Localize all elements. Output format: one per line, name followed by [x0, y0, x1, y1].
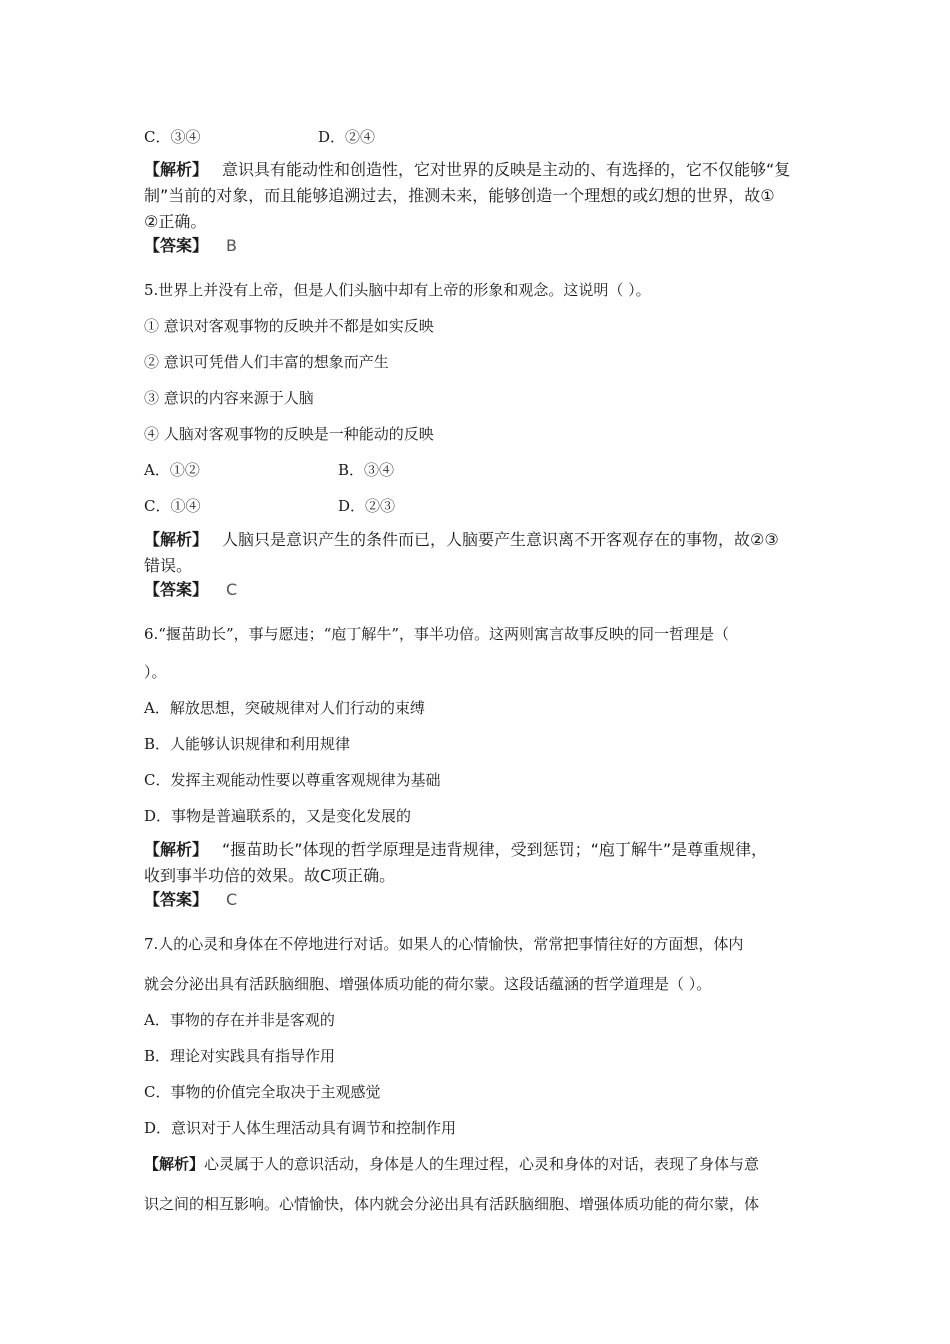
q5-analysis-line-1: 【解析】 人脑只是意识产生的条件而已，人脑要产生意识离不开客观存在的事物，故②③	[144, 530, 779, 549]
q6-option-d: D．事物是普遍联系的，又是变化发展的	[144, 807, 412, 825]
q6-stem-line-2: ）。	[144, 663, 167, 681]
q4-option-c: C．③④	[144, 128, 201, 146]
q5-option-d: D．②③	[338, 497, 396, 515]
q7-analysis-line-2: 识之间的相互影响。心情愉快，体内就会分泌出具有活跃脑细胞、增强体质功能的荷尔蒙，体	[144, 1195, 760, 1213]
answer-value: B	[226, 236, 237, 255]
q4-analysis-line-1: 【解析】 意识具有能动性和创造性，它对世界的反映是主动的、有选择的，它不仅能够“复	[144, 160, 791, 179]
q6-option-b: B．人能够认识规律和利用规律	[144, 735, 351, 753]
answer-tag: 【答案】	[144, 890, 209, 909]
q5-analysis-line-2: 错误。	[144, 556, 193, 575]
q7-option-a: A．事物的存在并非是客观的	[144, 1011, 335, 1029]
analysis-tag: 【解析】	[144, 840, 209, 859]
answer-value: C	[226, 890, 238, 909]
answer-value: C	[226, 580, 238, 599]
q5-option-b: B．③④	[338, 461, 395, 479]
analysis-tag: 【解析】	[144, 1155, 205, 1173]
q7-option-b: B．理论对实践具有指导作用	[144, 1047, 336, 1065]
answer-tag: 【答案】	[144, 580, 209, 599]
q6-analysis-line-1: 【解析】 “揠苗助长”体现的哲学原理是违背规律，受到惩罚；“庖丁解牛”是尊重规律，	[144, 840, 768, 859]
q5-item-1: ① 意识对客观事物的反映并不都是如实反映	[144, 317, 434, 335]
q4-option-d: D．②④	[318, 128, 376, 146]
q6-option-c: C．发挥主观能动性要以尊重客观规律为基础	[144, 771, 441, 789]
q5-option-c: C．①④	[144, 497, 201, 515]
q5-option-a: A．①②	[144, 461, 200, 479]
q4-analysis-line-2: 制”当前的对象，而且能够追溯过去，推测未来，能够创造一个理想的或幻想的世界，故①	[144, 186, 775, 205]
q6-analysis-line-2: 收到事半功倍的效果。故C项正确。	[144, 866, 396, 885]
q4-analysis-line-3: ②正确。	[144, 212, 207, 231]
q6-stem-line-1: 6.“揠苗助长”，事与愿违；“庖丁解牛”，事半功倍。这两则寓言故事反映的同一哲理是（	[144, 625, 729, 643]
q4-answer	[144, 236, 237, 256]
q7-option-d: D．意识对于人体生理活动具有调节和控制作用	[144, 1119, 457, 1137]
q6-option-a: A．解放思想，突破规律对人们行动的束缚	[144, 699, 425, 717]
q7-stem-line-2: 就会分泌出具有活跃脑细胞、增强体质功能的荷尔蒙。这段话蕴涵的哲学道理是（ ）。	[144, 975, 712, 993]
analysis-tag: 【解析】	[144, 530, 209, 549]
q5-item-2: ② 意识可凭借人们丰富的想象而产生	[144, 353, 389, 371]
q7-stem-line-1: 7.人的心灵和身体在不停地进行对话。如果人的心情愉快，常常把事情往好的方面想，体内	[144, 935, 744, 953]
q5-item-3: ③ 意识的内容来源于人脑	[144, 389, 314, 407]
analysis-tag: 【解析】	[144, 160, 209, 179]
q5-stem: 5.世界上并没有上帝，但是人们头脑中却有上帝的形象和观念。这说明（ ）。	[144, 281, 651, 299]
q5-answer	[144, 580, 237, 600]
answer-tag: 【答案】	[144, 236, 209, 255]
q7-option-c: C．事物的价值完全取决于主观感觉	[144, 1083, 381, 1101]
q5-item-4: ④ 人脑对客观事物的反映是一种能动的反映	[144, 425, 434, 443]
q7-analysis-line-1: 【解析】心灵属于人的意识活动，身体是人的生理过程，心灵和身体的对话，表现了身体与意	[144, 1155, 760, 1173]
q6-answer	[144, 890, 237, 910]
